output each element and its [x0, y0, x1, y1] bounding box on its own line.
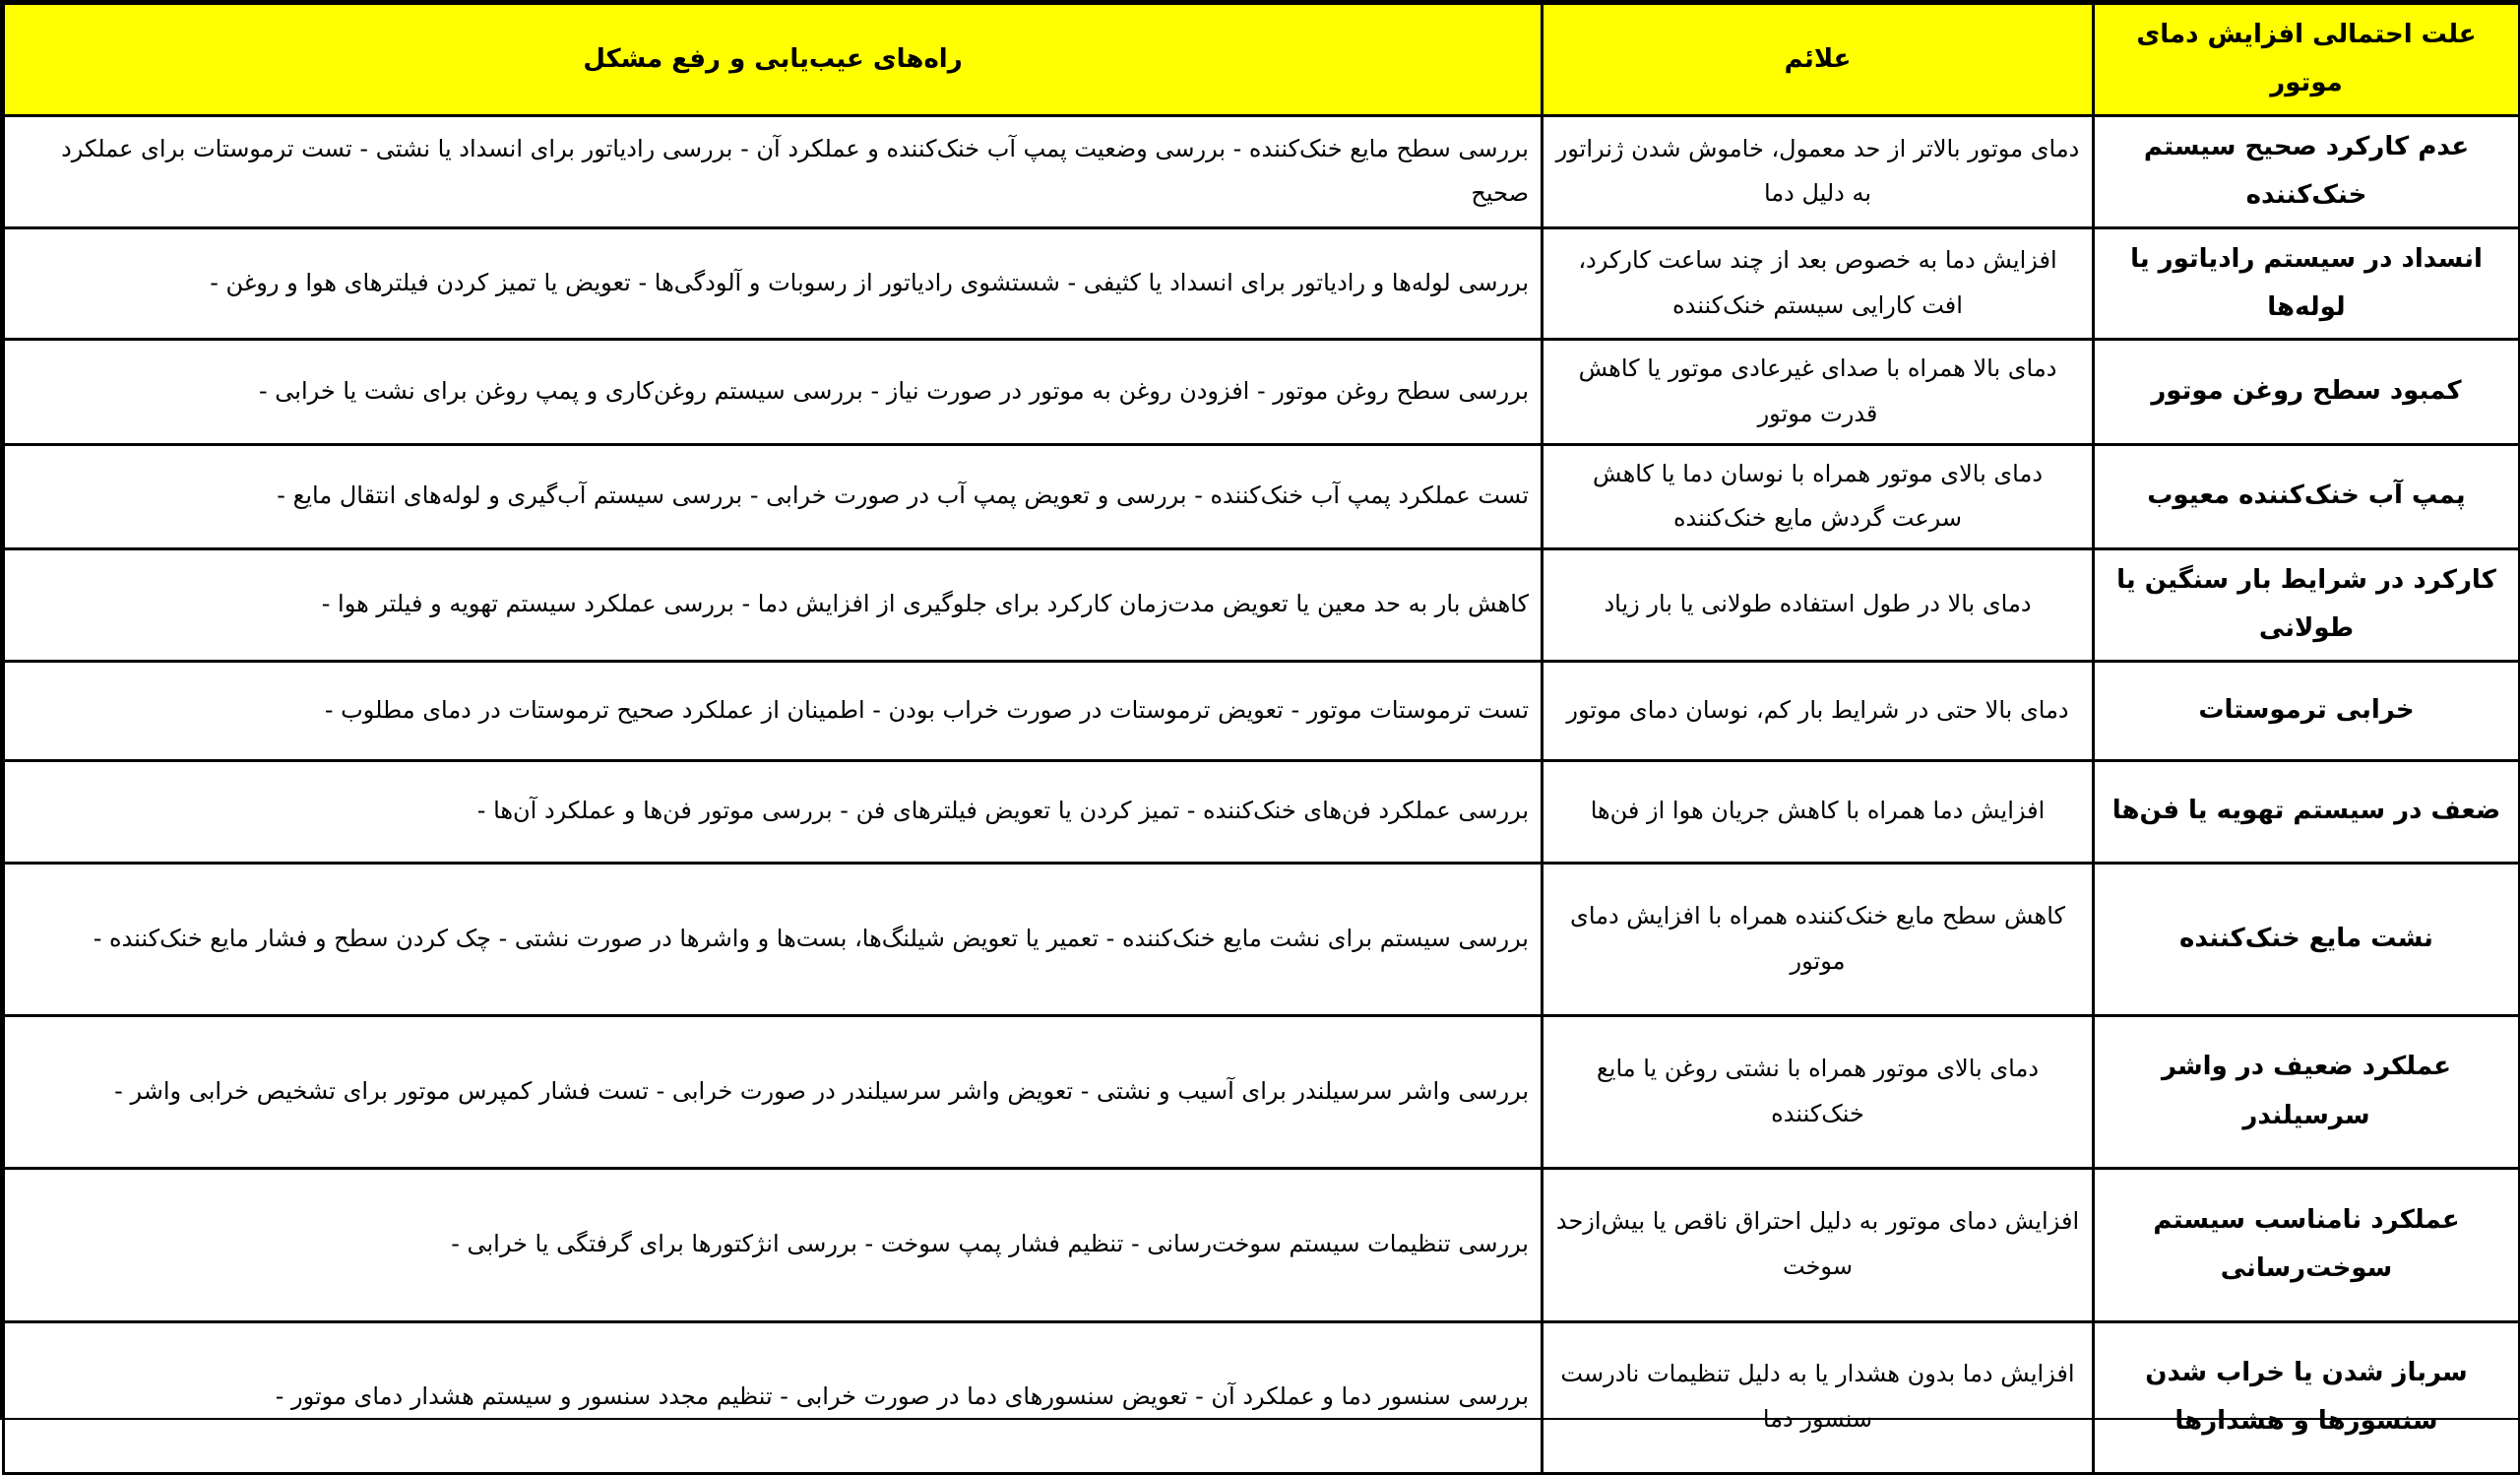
symptoms-cell: افزایش دمای موتور به دلیل احتراق ناقص یا بیش‌ازحد سوخت [1543, 1168, 2094, 1321]
symptoms-cell: دمای بالای موتور همراه با نشتی روغن یا مایع خنک‌کننده [1543, 1015, 2094, 1168]
table-row [4, 863, 2520, 1015]
solutions-cell: بررسی لوله‌ها و رادیاتور برای انسداد یا کثیفی - شستشوی رادیاتور از رسوبات و آلودگی‌ها - تعویض یا تمیز کردن فیلترهای هوا و روغن - [4, 227, 1543, 340]
header-cause: علت احتمالی افزایش دمای موتور [2094, 4, 2520, 116]
cause-cell: کمبود سطح روغن موتور [2094, 340, 2520, 444]
solutions-cell: کاهش بار به حد معین یا تعویض مدت‌زمان کارکرد برای جلوگیری از افزایش دما - بررسی عملکرد سیستم تهویه و فیلتر هوا - [4, 548, 1543, 661]
symptoms-cell: افزایش دما به خصوص بعد از چند ساعت کارکرد، افت کارایی سیستم خنک‌کننده [1543, 227, 2094, 340]
table-row [4, 227, 2520, 340]
table-row [4, 340, 2520, 444]
table-row [4, 115, 2520, 227]
header-row [4, 4, 2520, 116]
cause-cell: کارکرد در شرایط بار سنگین یا طولانی [2094, 548, 2520, 661]
solutions-cell: بررسی تنظیمات سیستم سوخت‌رسانی - تنظیم فشار پمپ سوخت - بررسی انژکتورها برای گرفتگی یا خرابی - [4, 1168, 1543, 1321]
solutions-cell: بررسی سطح روغن موتور - افزودن روغن به موتور در صورت نیاز - بررسی سیستم روغن‌کاری و پمپ روغن برای نشت یا خرابی - [4, 340, 1543, 444]
symptoms-cell: افزایش دما همراه با کاهش جریان هوا از فن‌ها [1543, 760, 2094, 863]
table-row [4, 1015, 2520, 1168]
table-row [4, 760, 2520, 863]
symptoms-cell: دمای بالا حتی در شرایط بار کم، نوسان دمای موتور [1543, 661, 2094, 760]
cause-cell: ضعف در سیستم تهویه یا فن‌ها [2094, 760, 2520, 863]
table-row [4, 548, 2520, 661]
header-solutions: راه‌های عیب‌یابی و رفع مشکل [4, 4, 1543, 116]
engine-overheating-table [2, 2, 2520, 1475]
header-symptoms: علائم [1543, 4, 2094, 116]
symptoms-cell: دمای بالای موتور همراه با نوسان دما یا کاهش سرعت گردش مایع خنک‌کننده [1543, 444, 2094, 548]
cause-cell: خرابی ترموستات [2094, 661, 2520, 760]
cause-cell: عملکرد ضعیف در واشر سرسیلندر [2094, 1015, 2520, 1168]
solutions-cell: تست ترموستات موتور - تعویض ترموستات در صورت خراب بودن - اطمینان از عملکرد صحیح ترموستات در دمای مطلوب - [4, 661, 1543, 760]
table-row [4, 1168, 2520, 1321]
cause-cell: انسداد در سیستم رادیاتور یا لوله‌ها [2094, 227, 2520, 340]
symptoms-cell: کاهش سطح مایع خنک‌کننده همراه با افزایش دمای موتور [1543, 863, 2094, 1015]
table-row [4, 661, 2520, 760]
solutions-cell: تست عملکرد پمپ آب خنک‌کننده - بررسی و تعویض پمپ آب در صورت خرابی - بررسی سیستم آب‌گیری و لوله‌های انتقال مایع - [4, 444, 1543, 548]
symptoms-cell: دمای بالا همراه با صدای غیرعادی موتور یا کاهش قدرت موتور [1543, 340, 2094, 444]
solutions-cell: بررسی سنسور دما و عملکرد آن - تعویض سنسورهای دما در صورت خرابی - تنظیم مجدد سنسور و سیستم هشدار دمای موتور - [4, 1321, 1543, 1473]
cause-cell: نشت مایع خنک‌کننده [2094, 863, 2520, 1015]
symptoms-cell: افزایش دما بدون هشدار یا به دلیل تنظیمات نادرست سنسور دما [1543, 1321, 2094, 1473]
solutions-cell: بررسی سیستم برای نشت مایع خنک‌کننده - تعمیر یا تعویض شیلنگ‌ها، بست‌ها و واشرها در صورت نشتی - چک کردن سطح و فشار مایع خنک‌کننده - [4, 863, 1543, 1015]
cause-cell: سرباز شدن یا خراب شدن سنسورها و هشدارها [2094, 1321, 2520, 1473]
symptoms-cell: دمای بالا در طول استفاده طولانی یا بار زیاد [1543, 548, 2094, 661]
table-row [4, 1321, 2520, 1473]
solutions-cell: بررسی سطح مایع خنک‌کننده - بررسی وضعیت پمپ آب خنک‌کننده و عملکرد آن - بررسی رادیاتور برای انسداد یا نشتی - تست ترموستات برای عملکرد صحیح [4, 115, 1543, 227]
cause-cell: عملکرد نامناسب سیستم سوخت‌رسانی [2094, 1168, 2520, 1321]
cause-cell: پمپ آب خنک‌کننده معیوب [2094, 444, 2520, 548]
table-row [4, 444, 2520, 548]
solutions-cell: بررسی واشر سرسیلندر برای آسیب و نشتی - تعویض واشر سرسیلندر در صورت خرابی - تست فشار کمپرس موتور برای تشخیص خرابی واشر - [4, 1015, 1543, 1168]
symptoms-cell: دمای موتور بالاتر از حد معمول، خاموش شدن ژنراتور به دلیل دما [1543, 115, 2094, 227]
cause-cell: عدم کارکرد صحیح سیستم خنک‌کننده [2094, 115, 2520, 227]
solutions-cell: بررسی عملکرد فن‌های خنک‌کننده - تمیز کردن یا تعویض فیلترهای فن - بررسی موتور فن‌ها و عملکرد آن‌ها - [4, 760, 1543, 863]
